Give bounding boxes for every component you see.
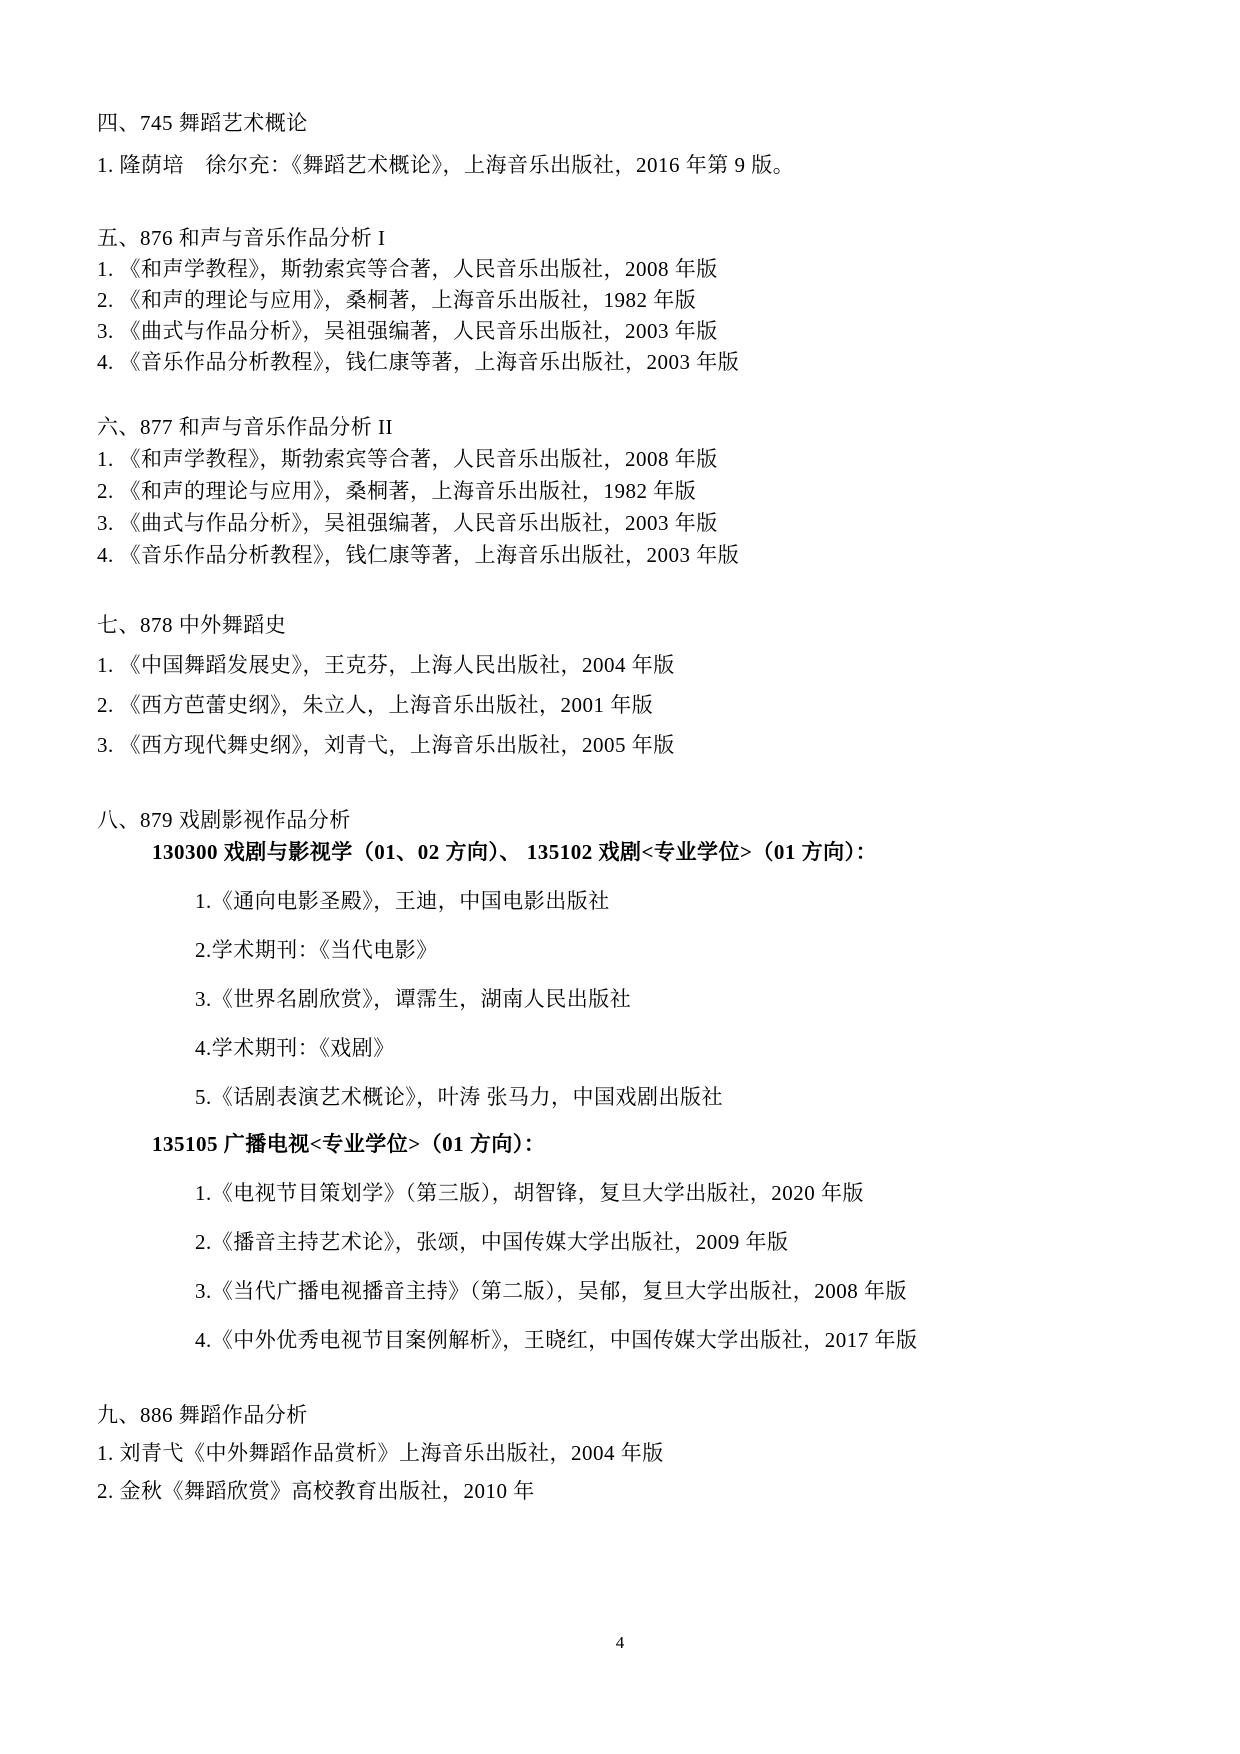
sub-book-item: 2.学术期刊：《当代电影》 [195, 938, 438, 962]
book-item: 3. 《曲式与作品分析》，吴祖强编著，人民音乐出版社，2003 年版 [97, 319, 718, 343]
document-body [97, 108, 1180, 1506]
book-item: 1. 《和声学教程》，斯勃索宾等合著，人民音乐出版社，2008 年版 [97, 447, 718, 471]
book-item: 2. 《和声的理论与应用》，桑桐著，上海音乐出版社，1982 年版 [97, 479, 697, 503]
subsection-heading: 130300 戏剧与影视学（01、02 方向）、 135102 戏剧<专业学位>（01 方向）： [152, 840, 878, 864]
sub-book-item: 1.《通向电影圣殿》，王迪，中国电影出版社 [195, 889, 610, 913]
sub-book-item: 3.《当代广播电视播音主持》（第二版），吴郁，复旦大学出版社，2008 年版 [195, 1279, 907, 1303]
book-item: 4. 《音乐作品分析教程》，钱仁康等著，上海音乐出版社，2003 年版 [97, 350, 740, 374]
sub-book-item: 1.《电视节目策划学》（第三版），胡智锋，复旦大学出版社，2020 年版 [195, 1181, 864, 1205]
book-item: 2. 《西方芭蕾史纲》，朱立人，上海音乐出版社，2001 年版 [97, 693, 654, 717]
book-item: 2. 金秋《舞蹈欣赏》高校教育出版社，2010 年 [97, 1479, 535, 1503]
sub-book-item: 4.学术期刊：《戏剧》 [195, 1036, 395, 1060]
sub-book-item: 4.《中外优秀电视节目案例解析》，王晓红，中国传媒大学出版社，2017 年版 [195, 1328, 918, 1352]
book-item: 2. 《和声的理论与应用》，桑桐著，上海音乐出版社，1982 年版 [97, 288, 697, 312]
section-heading: 六、877 和声与音乐作品分析 II [97, 415, 393, 439]
sub-book-item: 3.《世界名剧欣赏》，谭霈生，湖南人民出版社 [195, 987, 632, 1011]
subsection-heading: 135105 广播电视<专业学位>（01 方向）： [152, 1132, 546, 1156]
section-heading: 八、879 戏剧影视作品分析 [97, 808, 351, 832]
sub-book-item: 2.《播音主持艺术论》，张颂，中国传媒大学出版社，2009 年版 [195, 1230, 789, 1254]
sub-book-item: 5.《话剧表演艺术概论》，叶涛 张马力，中国戏剧出版社 [195, 1085, 723, 1109]
book-item: 3. 《曲式与作品分析》，吴祖强编著，人民音乐出版社，2003 年版 [97, 511, 718, 535]
book-item: 1. 隆荫培 徐尔充：《舞蹈艺术概论》，上海音乐出版社，2016 年第 9 版。 [97, 153, 795, 177]
section-heading: 九、886 舞蹈作品分析 [97, 1403, 308, 1427]
section-heading: 七、878 中外舞蹈史 [97, 613, 287, 637]
book-item: 1. 《中国舞蹈发展史》，王克芬，上海人民出版社，2004 年版 [97, 653, 675, 677]
book-item: 3. 《西方现代舞史纲》，刘青弋，上海音乐出版社，2005 年版 [97, 733, 675, 757]
page-number: 4 [615, 1633, 625, 1652]
book-item: 1. 刘青弋《中外舞蹈作品赏析》上海音乐出版社，2004 年版 [97, 1441, 664, 1465]
section-heading: 五、876 和声与音乐作品分析 I [97, 226, 386, 250]
section-heading: 四、745 舞蹈艺术概论 [97, 111, 308, 135]
book-item: 1. 《和声学教程》，斯勃索宾等合著，人民音乐出版社，2008 年版 [97, 257, 718, 281]
book-item: 4. 《音乐作品分析教程》，钱仁康等著，上海音乐出版社，2003 年版 [97, 543, 740, 567]
